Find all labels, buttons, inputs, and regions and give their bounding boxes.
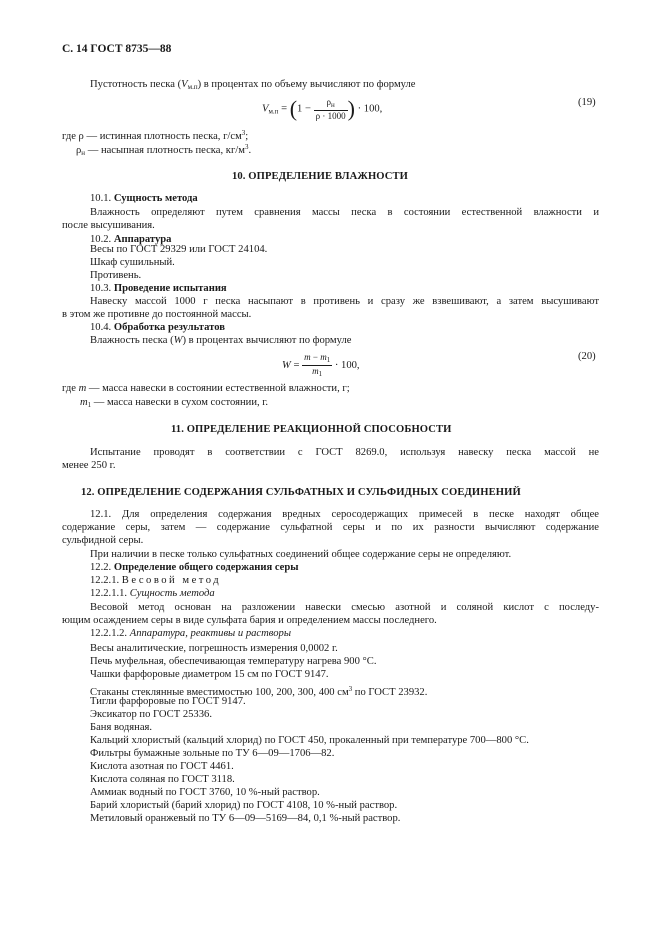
s11-p-a: Испытание проводят в соответствии с ГОСТ 8269.0, используя навеску песка массой не: [90, 447, 599, 458]
s12-1-p-b: содержание серы, затем — содержание сульфатной серы и по их разности вычисляют содержание: [62, 522, 599, 533]
equipment-item-9: Фильтры бумажные зольные по ТУ 6—09—1706—82.: [90, 748, 335, 759]
intro-text: Пустотность песка (: [90, 79, 182, 90]
s12-2-1-1-p-b: ющим осаждением серы в виде сульфата бария и определением массы последнего.: [62, 615, 437, 626]
equipment-item-3: Чашки фарфоровые диаметром 15 см по ГОСТ 9147.: [90, 669, 329, 680]
s11-p-b: менее 250 г.: [62, 460, 116, 471]
s12-2-1-2-heading: 12.2.1.2. Аппаратура, реактивы и растворы: [90, 628, 291, 639]
s10-1-heading: 10.1. Сущность метода: [90, 193, 198, 204]
formula-20-number: (20): [578, 351, 596, 362]
s12-1-p-c: сульфидной серы.: [62, 535, 144, 546]
f20-eq: =: [293, 359, 300, 371]
s12-2-1-1-heading: 12.2.1.1. Сущность метода: [90, 588, 215, 599]
f19-lhs-sub: м.п: [268, 107, 279, 116]
s10-2-item-2: Шкаф сушильный.: [90, 257, 175, 268]
s10-3-p-b: в этом же противне до постоянной массы.: [62, 309, 252, 320]
intro-var: V: [181, 79, 188, 90]
section-10-title: 10. ОПРЕДЕЛЕНИЕ ВЛАЖНОСТИ: [232, 171, 409, 182]
equipment-item-13: Барий хлористый (барий хлорид) по ГОСТ 4108, 10 %-ный раствор.: [90, 800, 398, 811]
s12-2-1-1-p-a: Весовой метод основан на разложении навески смесью азотной и соляной кислот с последу-: [90, 602, 599, 613]
f19-lparen: (: [289, 96, 298, 121]
equipment-item-1: Весы аналитические, погрешность измерения 0,0002 г.: [90, 643, 338, 654]
f19-rparen: ): [347, 96, 355, 121]
intro-end: ) в процентах по объему вычисляют по формуле: [197, 79, 416, 90]
s10-2-item-1: Весы по ГОСТ 29329 или ГОСТ 24104.: [90, 244, 268, 255]
s10-2-item-3: Противень.: [90, 270, 142, 281]
s12-1-p-a: 12.1. Для определения содержания вредных серосодержащих примесей в песке находят общее: [90, 509, 599, 520]
f20-denominator: $m_1$: [302, 365, 332, 379]
equipment-item-7: Баня водяная.: [90, 722, 153, 733]
equipment-item-14: Метиловый оранжевый по ТУ 6—09—5169—84, 0,1 %-ный раствор.: [90, 813, 401, 824]
s10-3-p-a: Навеску массой 1000 г песка насыпают в противень и сразу же взвешивают, а затем высушивают: [90, 296, 599, 307]
s10-1-p-b: после высушивания.: [62, 220, 155, 231]
f19-eq: =: [281, 103, 288, 115]
equipment-item-11: Кислота соляная по ГОСТ 3118.: [90, 774, 235, 785]
equipment-item-10: Кислота азотная по ГОСТ 4461.: [90, 761, 234, 772]
f20-fraction: [302, 352, 332, 379]
page-header: С. 14 ГОСТ 8735—88: [62, 43, 172, 55]
f19-denominator: ρ · 1000: [315, 111, 346, 121]
formula-19-number: (19): [578, 97, 596, 108]
equipment-item-beakers: Стаканы стеклянные вместимостью 100, 200, 300, 400 $см^3$ по ГОСТ 23932.: [90, 685, 428, 698]
f19-tail: · 100,: [357, 103, 383, 115]
section-12-title: 12. ОПРЕДЕЛЕНИЕ СОДЕРЖАНИЯ СУЛЬФАТНЫХ И СУЛЬФИДНЫХ СОЕДИНЕНИЙ: [81, 487, 521, 498]
s10-2-heading: 10.2. Аппаратура: [90, 234, 172, 245]
formula-19: [262, 97, 382, 123]
intro-sub: м.п: [187, 83, 198, 91]
s12-2-1-heading: 12.2.1. Весовой метод: [90, 575, 222, 586]
f19-fraction: [314, 97, 348, 121]
equipment-item-8: Кальций хлористый (кальций хлорид) по ГОСТ 450, прокаленный при температуре 700—800 °С.: [90, 735, 529, 746]
equipment-item-5: Тигли фарфоровые по ГОСТ 9147.: [90, 696, 246, 707]
s10-4-p: Влажность песка (W) в процентах вычисляют по формуле: [90, 335, 352, 346]
equipment-item-6: Эксикатор по ГОСТ 25336.: [90, 709, 212, 720]
equipment-item-2: Печь муфельная, обеспечивающая температуру нагрева 900 °С.: [90, 656, 377, 667]
f20-lhs: W: [282, 359, 291, 371]
f19-lhs: V: [262, 103, 269, 115]
s12-2-heading: 12.2. Определение общего содержания серы: [90, 562, 299, 573]
s10-1-p-a: Влажность определяют путем сравнения массы песка в состоянии естественной влажности и: [90, 207, 599, 218]
formula-20: [282, 352, 360, 379]
equipment-item-12: Аммиак водный по ГОСТ 3760, 10 %-ный раствор.: [90, 787, 320, 798]
section-11-title: 11. ОПРЕДЕЛЕНИЕ РЕАКЦИОННОЙ СПОСОБНОСТИ: [171, 424, 452, 435]
where-19-line2: $\rho_н$ — насыпная плотность песка, $кг/м^3$.: [76, 143, 252, 157]
f20-numerator: $m - m_1$: [304, 352, 331, 364]
intro-line: [90, 79, 415, 93]
s10-3-heading: 10.3. Проведение испытания: [90, 283, 227, 294]
s12-1-p2: При наличии в песке только сульфатных соединений общее содержание серы не определяют.: [90, 549, 512, 560]
where-20-line1: где m — масса навески в состоянии естественной влажности, г;: [62, 383, 350, 394]
where-19-line1: где ρ — истинная плотность песка, $г/см^3$;: [62, 129, 249, 142]
f20-tail: · 100,: [334, 359, 360, 371]
where-20-line2: $m_1$ — масса навески в сухом состоянии, г.: [80, 397, 269, 409]
f19-one-minus: 1 −: [297, 103, 311, 115]
s10-4-heading: 10.4. Обработка результатов: [90, 322, 225, 333]
f19-numerator: $\rho_н$: [326, 97, 335, 109]
